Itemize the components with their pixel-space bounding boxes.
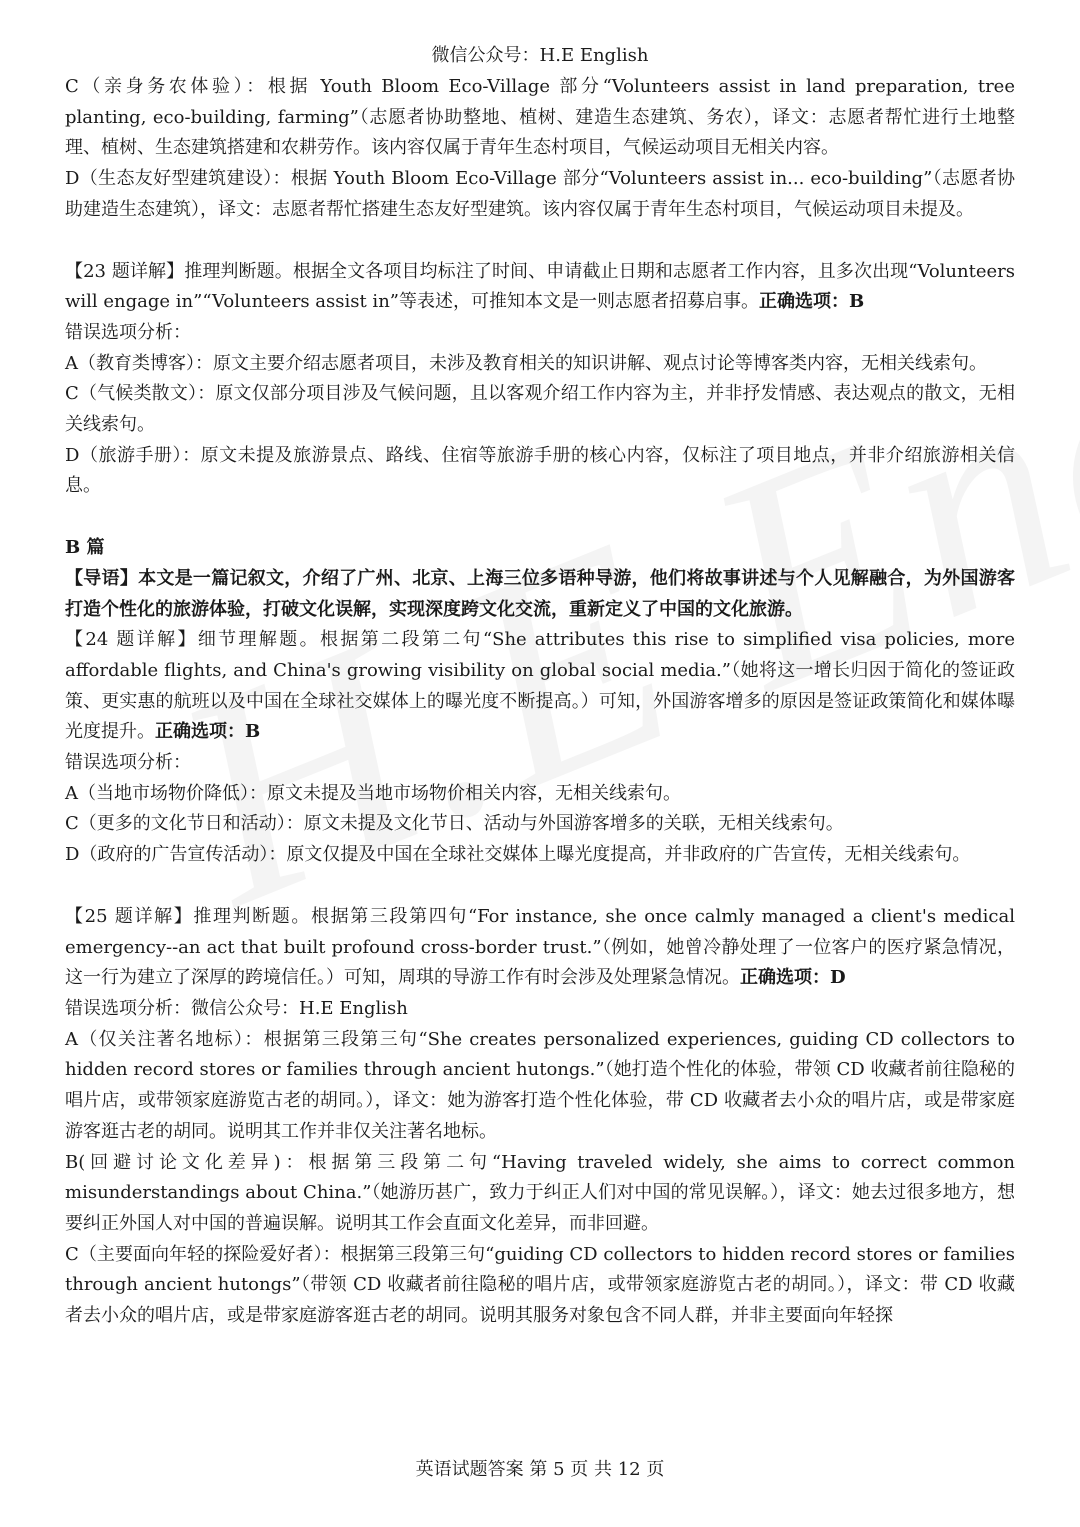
q24-option-d: D（政府的广告宣传活动）：原文仅提及中国在全球社交媒体上曝光度提高，并非政府的广告宣传，无相关线索句。 — [65, 844, 971, 866]
spacer — [65, 502, 1015, 533]
q25-option-a: A（仅关注著名地标）：根据第三段第三句“She creates personalized experiences, guiding CD collectors to hidden record stores or families through ancient hutongs.”（她打造个性化的体验，带领 CD 收藏者前往隐秘的唱片店，或带领家庭游览古老的胡同。），译文：她为游客打造个性化体验，带 CD 收藏者去小众的唱片店，或是带家庭游客逛古老的胡同。说明其工作并非仅关注著名地标。 — [65, 1028, 1015, 1142]
q25-answer: 正确选项：D — [740, 967, 846, 989]
q23-answer: 正确选项：B — [758, 291, 865, 313]
q25-wrong-heading: 错误选项分析：微信公众号：H.E English — [65, 997, 408, 1019]
option-c-explanation: C（亲身务农体验）：根据 Youth Bloom Eco-Village 部分“Volunteers assist in land preparation, tree planting, eco-building, farming”（志愿者协助整地、植树、建造生态建筑、务农），译文：志愿者帮忙进行土地整理、植树、生态建筑搭建和农耕劳作。该内容仅属于青年生态村项目，气候运动项目无相关内容。 — [65, 76, 1015, 159]
q23-option-d: D（旅游手册）：原文未提及旅游景点、路线、住宿等旅游手册的核心内容，仅标注了项目地点，并非介绍旅游相关信息。 — [65, 444, 1015, 497]
q24-option-c: C（更多的文化节日和活动）：原文未提及文化节日、活动与外国游客增多的关联，无相关线索句。 — [65, 813, 844, 835]
q23-wrong-heading: 错误选项分析： — [65, 321, 191, 343]
q23-intro: 【23 题详解】推理判断题。根据全文各项目均标注了时间、申请截止日期和志愿者工作内容，且多次出现“Volunteers will engage in”“Volunteers assist in”等表述，可推知本文是一则志愿者招募启事。 — [65, 260, 1015, 313]
section-b-guide: 【导语】本文是一篇记叙文，介绍了广州、北京、上海三位多语种导游，他们将故事讲述与个人见解融合，为外国游客打造个性化的旅游体验，打破文化误解，实现深度跨文化交流，重新定义了中国的文化旅游。 — [65, 567, 1015, 620]
q25-explanation — [65, 902, 1015, 994]
q24-answer: 正确选项：B — [155, 721, 261, 743]
q24-wrong-heading: 错误选项分析： — [65, 752, 191, 774]
option-d-explanation: D（生态友好型建筑建设）：根据 Youth Bloom Eco-Village 部分“Volunteers assist in... eco-building”（志愿者协助建造生态建筑），译文：志愿者帮忙搭建生态友好型建筑。该内容仅属于青年生态村项目，气候运动项目未提及。 — [65, 168, 1015, 220]
page-header: 微信公众号：H.E English — [431, 45, 649, 66]
q25-option-c: C（主要面向年轻的探险爱好者）：根据第三段第三句“guiding CD collectors to hidden record stores or families through ancient hutongs”（带领 CD 收藏者前往隐秘的唱片店，或带领家庭游览古老的胡同。），译文：带 CD 收藏者去小众的唱片店，或是带家庭游客逛古老的胡同。说明其服务对象包含不同人群，并非主要面向年轻探 — [65, 1243, 1015, 1327]
q24-option-a: A（当地市场物价降低）：原文未提及当地市场物价相关内容，无相关线索句。 — [65, 782, 681, 804]
q23-option-c: C（气候类散文）：原文仅部分项目涉及气候问题，且以客观介绍工作内容为主，并非抒发情感、表达观点的散文，无相关线索句。 — [65, 383, 1015, 436]
q24-intro: 【24 题详解】细节理解题。根据第二段第二句“She attributes this rise to simplified visa policies, more affordable flights, and China's growing visibility on global social media.”（她将这一增长归因于简化的签证政策、更实惠的航班以及中国在全球社交媒体上的曝光度不断提高。）可知，外国游客增多的原因是签证政策简化和媒体曝光度提升。 — [65, 629, 1015, 743]
q25-intro: 【25 题详解】推理判断题。根据第三段第四句“For instance, she once calmly managed a client's medical emergency--an act that built profound cross-border trust.”（例如，她曾冷静处理了一位客户的医疗紧急情况，这一行为建立了深厚的跨境信任。）可知，周琪的导游工作有时会涉及处理紧急情况。 — [65, 905, 1015, 989]
q25-option-b: B(回避讨论文化差异)：根据第三段第二句“Having traveled widely, she aims to correct common misunderstandings about China.”（她游历甚广，致力于纠正人们对中国的常见误解。），译文：她去过很多地方，想要纠正外国人对中国的普遍误解。说明其工作会直面文化差异，而非回避。 — [65, 1151, 1015, 1234]
section-b-title: B 篇 — [65, 537, 105, 559]
page-footer: 英语试题答案 第 5 页 共 12 页 — [415, 1459, 665, 1480]
q24-explanation — [65, 625, 1015, 748]
spacer — [65, 226, 1015, 257]
q23-explanation — [65, 257, 1015, 318]
q23-option-a: A（教育类博客）：原文主要介绍志愿者项目，未涉及教育相关的知识讲解、观点讨论等博客类内容，无相关线索句。 — [65, 352, 987, 374]
spacer — [65, 871, 1015, 902]
document-body — [65, 72, 1015, 1332]
